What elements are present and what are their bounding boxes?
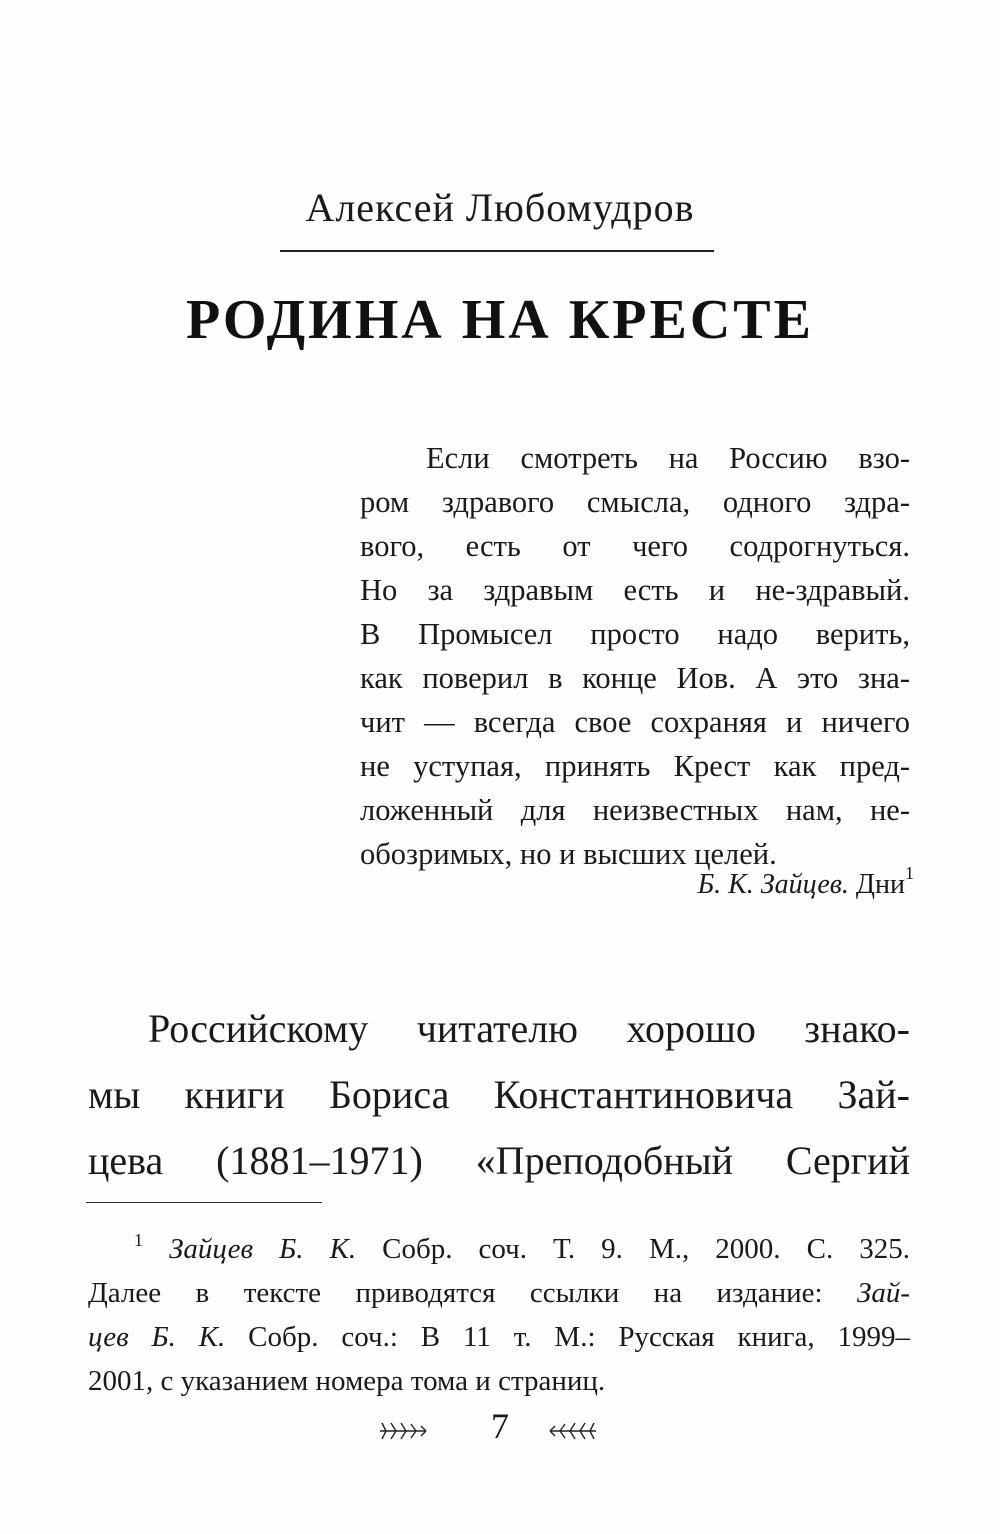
leaf-ornament-icon [548, 1418, 598, 1444]
epigraph-line: В Промысел просто надо верить, [360, 617, 910, 651]
footnote-author: Зайцев Б. К. [169, 1233, 357, 1265]
footnote-citation: Собр. соч. Т. 9. М., 2000. С. 325. [382, 1233, 911, 1265]
footnote-author: цев Б. К. [88, 1321, 226, 1353]
author-name: Алексей Любомудров [305, 185, 695, 230]
epigraph-line: ложенный для неизвестных нам, не- [360, 793, 910, 827]
title-divider [280, 250, 714, 252]
footnote-line [88, 1271, 910, 1315]
footnote-line [88, 1218, 910, 1271]
epigraph-line: ром здравого смысла, одного здра- [360, 485, 910, 519]
footnote-line [88, 1315, 910, 1359]
chapter-title: РОДИНА НА КРЕСТЕ [185, 289, 815, 351]
epigraph-line: чит — всегда свое сохраняя и ничего [360, 705, 910, 739]
epigraph-line: Если смотреть на Россию взо- [426, 441, 910, 475]
attribution-work: Дни [855, 869, 905, 900]
epigraph-line: как поверил в конце Иов. А это зна- [360, 661, 910, 695]
footnote-text: Далее в тексте приводятся ссылки на издание: [88, 1277, 823, 1309]
footnote-line: 2001, с указанием номера тома и страниц. [88, 1365, 606, 1397]
epigraph-line: обозримых, но и высших целей. [360, 837, 777, 871]
body-line: цева (1881–1971) «Преподобный Сергий [88, 1138, 910, 1183]
epigraph-line: не уступая, принять Крест как пред- [360, 749, 910, 783]
body-paragraph [88, 996, 910, 1194]
footnote-citation: Собр. соч.: В 11 т. М.: Русская книга, 1999– [248, 1321, 911, 1353]
body-line: мы книги Бориса Константиновича Зай- [88, 1072, 910, 1117]
epigraph-line: вого, есть от чего содрогнуться. [360, 529, 910, 563]
footnote-marker: 1 [134, 1230, 143, 1250]
footnote-reference[interactable]: 1 [905, 863, 914, 883]
attribution-author: Б. К. Зайцев. [697, 869, 849, 900]
footnote-divider [86, 1202, 322, 1203]
epigraph-line: Но за здравым есть и не-здравый. [360, 573, 910, 607]
epigraph [360, 436, 910, 876]
body-line: Российскому читателю хорошо знако- [148, 1006, 910, 1051]
page-number: 7 [491, 1406, 509, 1446]
footnote-author: Зай- [856, 1277, 910, 1309]
epigraph-attribution [698, 864, 914, 899]
footnote [88, 1218, 910, 1403]
